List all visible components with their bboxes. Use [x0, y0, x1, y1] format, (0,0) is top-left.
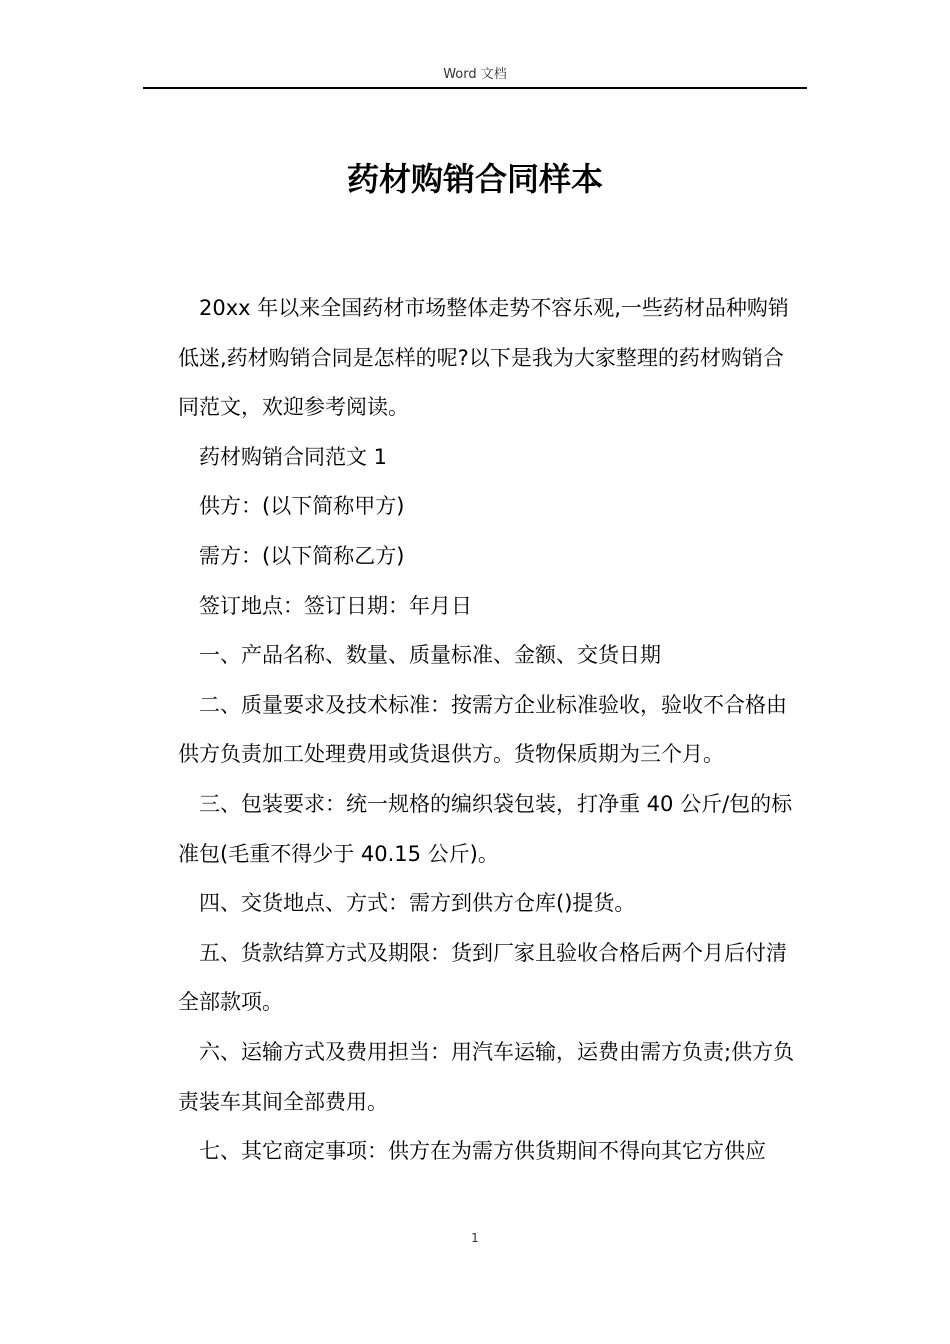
document-body [178, 284, 804, 1177]
document-title: 药材购销合同样本 [346, 160, 603, 198]
paragraph-buyer: 需方：(以下简称乙方) [199, 543, 405, 568]
paragraph-clause-7: 七、其它商定事项：供方在为需方供货期间不得向其它方供应 [199, 1139, 766, 1164]
paragraph-clause-5: 五、货款结算方式及期限：货到厂家且验收合格后两个月后付清全部款项。 [178, 940, 787, 1015]
page-number: 1 [471, 1231, 479, 1245]
paragraph-clause-1: 一、产品名称、数量、质量标准、金额、交货日期 [199, 643, 661, 668]
paragraph-clause-6: 六、运输方式及费用担当：用汽车运输，运费由需方负责;供方负责装车其间全部费用。 [178, 1039, 795, 1114]
paragraph-section-heading: 药材购销合同范文 1 [199, 444, 388, 469]
paragraph-signing-info: 签订地点：签订日期：年月日 [199, 593, 472, 618]
paragraph-supplier: 供方：(以下简称甲方) [199, 494, 405, 519]
paragraph-clause-4: 四、交货地点、方式：需方到供方仓库()提货。 [199, 891, 636, 916]
paragraph-clause-2: 二、质量要求及技术标准：按需方企业标准验收，验收不合格由供方负责加工处理费用或货退供方。货物保质期为三个月。 [178, 692, 787, 767]
paragraph-clause-3: 三、包装要求：统一规格的编织袋包装，打净重 40 公斤/包的标准包(毛重不得少于 40.15 公斤)。 [178, 791, 793, 866]
header-rule [143, 87, 807, 89]
paragraph-intro: 20xx 年以来全国药材市场整体走势不容乐观,一些药材品种购销低迷,药材购销合同是怎样的呢?以下是我为大家整理的药材购销合同范文，欢迎参考阅读。 [178, 296, 789, 420]
page-header: Word 文档 [443, 67, 507, 82]
